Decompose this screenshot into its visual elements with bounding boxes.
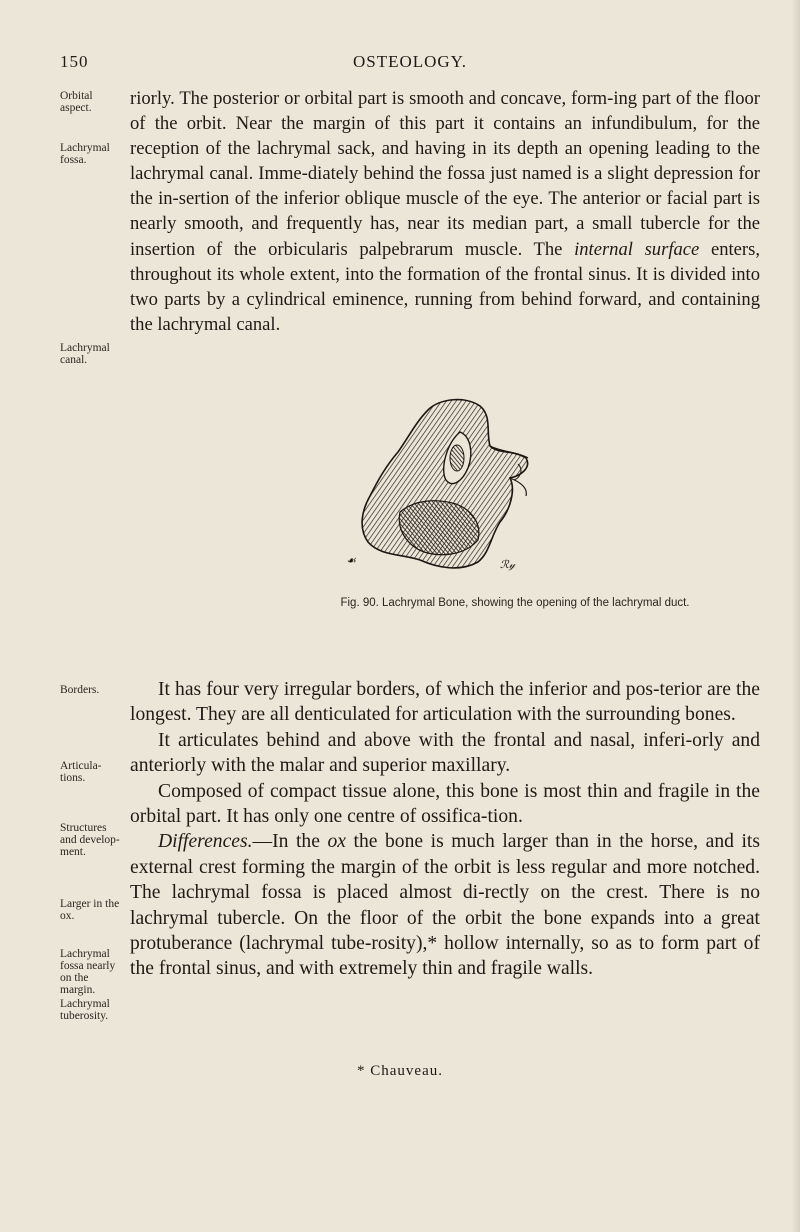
paragraph-articulations: It articulates behind and above with the frontal and nasal, inferi-orly and anteriorly with the malar and superior maxillary. [130, 729, 760, 777]
engraver-mark-left: ☙ [346, 554, 356, 567]
paragraph-borders: It has four very irregular borders, of which the inferior and pos-terior are the longest. They are all denticulated for articulation with the surrounding bones. [130, 679, 760, 726]
margin-note-fossa-margin: Lachrymal fossa nearly on the margin. [60, 948, 116, 996]
lachrymal-bone-figure [340, 392, 540, 578]
margin-note-borders: Borders. [60, 684, 100, 696]
lachrymal-bone-illustration [340, 392, 540, 578]
differences-label: Differences. [158, 831, 253, 853]
footnote: * Chauveau. [357, 1063, 443, 1079]
paragraph-structure: Composed of compact tissue alone, this bone is most thin and fragile in the orbital part. It has only one centre of ossifica-tion. [130, 780, 760, 828]
margin-note-orbital-aspect: Orbital aspect. [60, 90, 93, 114]
page-edge-shadow [792, 0, 800, 1232]
margin-note-lachrymal-tuberosity: Lachrymal tuberosity. [60, 998, 110, 1022]
margin-note-articulations: Articula-tions. [60, 760, 102, 784]
ox-term: ox [327, 831, 346, 853]
margin-note-lachrymal-canal: Lachrymal canal. [60, 342, 110, 366]
paragraph-block-2 [130, 677, 760, 982]
paragraph-orbital-part-text-a: riorly. The posterior or orbital part is smooth and concave, form-ing part of the floor of the orbit. Near the margin of this part it contains an infundibulum, for the reception of the lachrymal sack, and having in its depth an opening leading to the lachrymal canal. Imme-diately behind the fossa just named is a slight depression for the in-sertion of the inferior oblique muscle of the eye. The anterior or facial part is nearly smooth, and frequently has, near its median part, a small tubercle for the insertion of the orbicularis palpebrarum muscle. The [130, 88, 760, 260]
margin-note-lachrymal-fossa: Lachrymal fossa. [60, 142, 110, 166]
running-title: OSTEOLOGY. [352, 52, 468, 71]
page-number: 150 [60, 52, 89, 71]
margin-note-larger-in-ox: Larger in the ox. [60, 898, 120, 922]
internal-surface-term: internal surface [574, 238, 700, 260]
paragraph-orbital-part-text-b: enters, throughout its whole extent, into the formation of the frontal sinus. It is divided into two parts by a cylindrical eminence, running from behind forward, and containing the lachrymal canal. [130, 238, 760, 335]
margin-note-structures: Structures and develop-ment. [60, 822, 120, 858]
engraver-mark-right: ℛ𝓎 [500, 558, 516, 571]
figure-caption: Fig. 90. Lachrymal Bone, showing the opening of the lachrymal duct. [340, 597, 690, 609]
page-header [60, 52, 760, 76]
paragraph-differences [130, 829, 760, 981]
paragraph-orbital-part [130, 86, 760, 337]
differences-text: —In the ox the bone is much larger than in the horse, and its external crest forming the margin of the orbit is less regular and more notched. The lachrymal fossa is placed almost di-rectly on the crest. There is no lachrymal tubercle. On the floor of the orbit the bone expands into a great protuberance (lachrymal tube-rosity),* hollow internally, so as to form part of the frontal sinus, and with extremely thin and fragile walls. [130, 831, 760, 980]
